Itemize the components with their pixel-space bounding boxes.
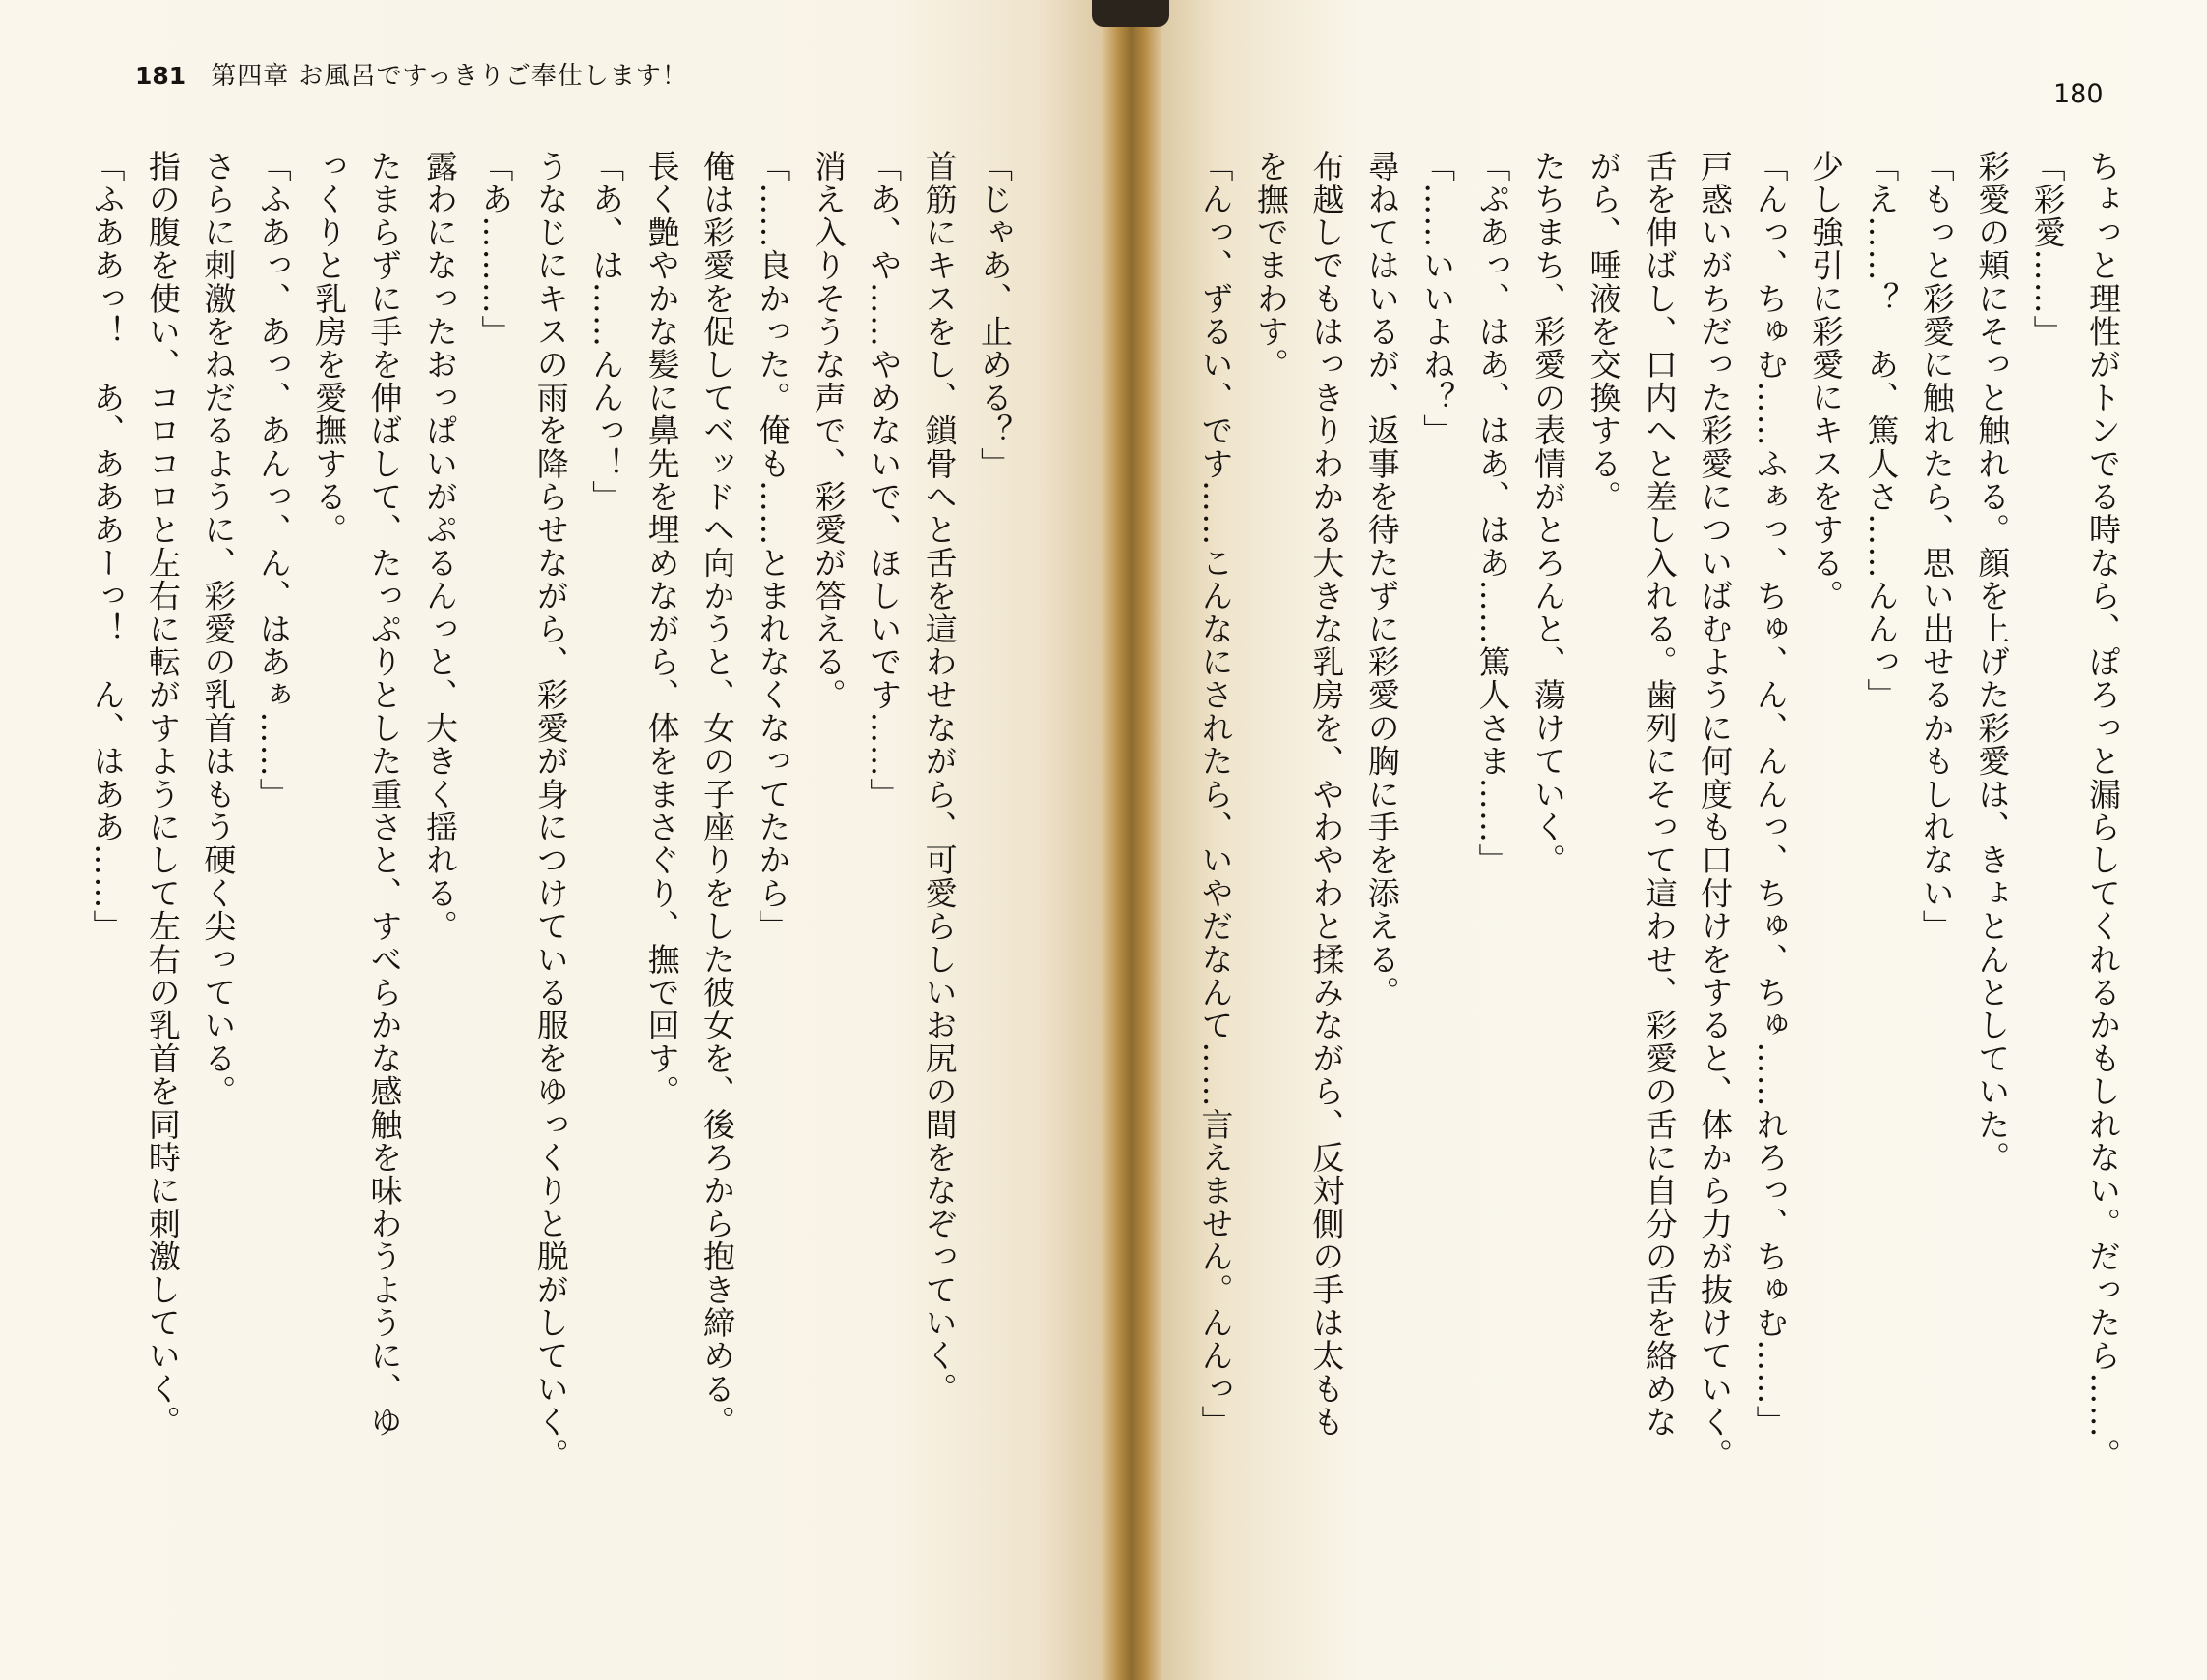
text-line: っくりと乳房を愛撫する。 [310,150,349,547]
text-line: 「あ、は……んんっ！」 [588,150,626,514]
text-line: 指の腹を使い、コロコロと左右に転がすようにして左右の乳首を同時に刺激していく。 [143,150,182,1438]
text-line: たちまち、彩愛の表情がとろんと、蕩けていく。 [1529,150,1567,877]
text-line: 「ふあっ、あっ、あんっ、ん、はあぁ……」 [254,150,293,811]
text-line: 舌を伸ばし、口内へと差し入れる。歯列にそって這わせ、彩愛の舌に自分の舌を絡めな [1640,150,1678,1438]
left-page-body [88,150,1022,1618]
text-line: 布越しでもはっきりわかる大きな乳房を、やわやわと揉みながら、反対側の手は太もも [1307,150,1346,1438]
text-line: 「え……？ あ、篤人さ……んんっ」 [1862,150,1901,712]
text-line: 首筋にキスをし、鎖骨へと舌を這わせながら、可愛らしいお尻の間をなぞっていく。 [920,150,959,1406]
chapter-title: 第四章 お風呂ですっきりご奉仕します！ [211,62,688,91]
text-line: 「あ………」 [476,150,515,349]
text-line: 「……良かった。俺も……とまれなくなってたから」 [754,150,792,943]
text-line: 露わになったおっぱいがぷるんっと、大きく揺れる。 [420,150,459,943]
left-page-number: 181 [135,62,186,90]
text-line: さらに刺激をねだるように、彩愛の乳首はもう硬く尖っている。 [199,150,238,1108]
text-line: 「ふああっ！ あ、あああーっ！ ん、はああ……」 [88,150,127,943]
text-line: 「あ、や……やめないで、ほしいです……」 [865,150,903,811]
text-line: 「……いいよね？」 [1419,150,1457,447]
text-line: 少し強引に彩愛にキスをする。 [1806,150,1845,612]
right-page-body [1189,150,2131,1618]
book-gutter [1102,0,1161,1680]
text-line: ちょっと理性がトンでる時なら、ぽろっと漏らしてくれるかもしれない。だったら……。 [2084,150,2122,1471]
text-line: 尋ねてはいるが、返事を待たずに彩愛の胸に手を添える。 [1362,150,1401,1010]
binding-shadow [1092,0,1169,27]
text-line: たまらずに手を伸ばして、たっぷりとした重さと、すべらかな感触を味わうように、ゆ [365,150,404,1438]
text-line: を撫でまわす。 [1251,150,1290,382]
text-line: 「じゃあ、止める？」 [976,150,1014,480]
right-page-number: 180 [2053,79,2104,109]
text-line: 俺は彩愛を促してベッドへ向かうと、女の子座りをした彼女を、後ろから抱き締める。 [698,150,736,1438]
text-line: 戸惑いがちだった彩愛についばむように何度も口付けをすると、体から力が抜けていく。 [1696,150,1734,1471]
text-line: 消え入りそうな声で、彩愛が答える。 [809,150,847,712]
text-line: うなじにキスの雨を降らせながら、彩愛が身につけている服をゆっくりと脱がしていく。 [531,150,570,1471]
text-line: 「んっ、ずるい、です……こんなにされたら、いやだなんて……言えません。んんっ」 [1196,150,1235,1438]
text-line: 長く艶やかな髪に鼻先を埋めながら、体をまさぐり、撫で回す。 [643,150,681,1108]
text-line: 「んっ、ちゅむ……ふぁっ、ちゅ、ん、んんっ、ちゅ、ちゅ……れろっ、ちゅむ……」 [1751,150,1790,1438]
text-line: 彩愛の頬にそっと触れる。顔を上げた彩愛は、きょとんとしていた。 [1973,150,2012,1175]
text-line: 「ぷあっ、はあ、はあ、はあ……篤人さま……」 [1474,150,1512,877]
running-header [135,56,688,92]
text-line: がら、唾液を交換する。 [1585,150,1623,514]
text-line: 「彩愛……」 [2028,150,2067,349]
text-line: 「もっと彩愛に触れたら、思い出せるかもしれない」 [1917,150,1956,943]
